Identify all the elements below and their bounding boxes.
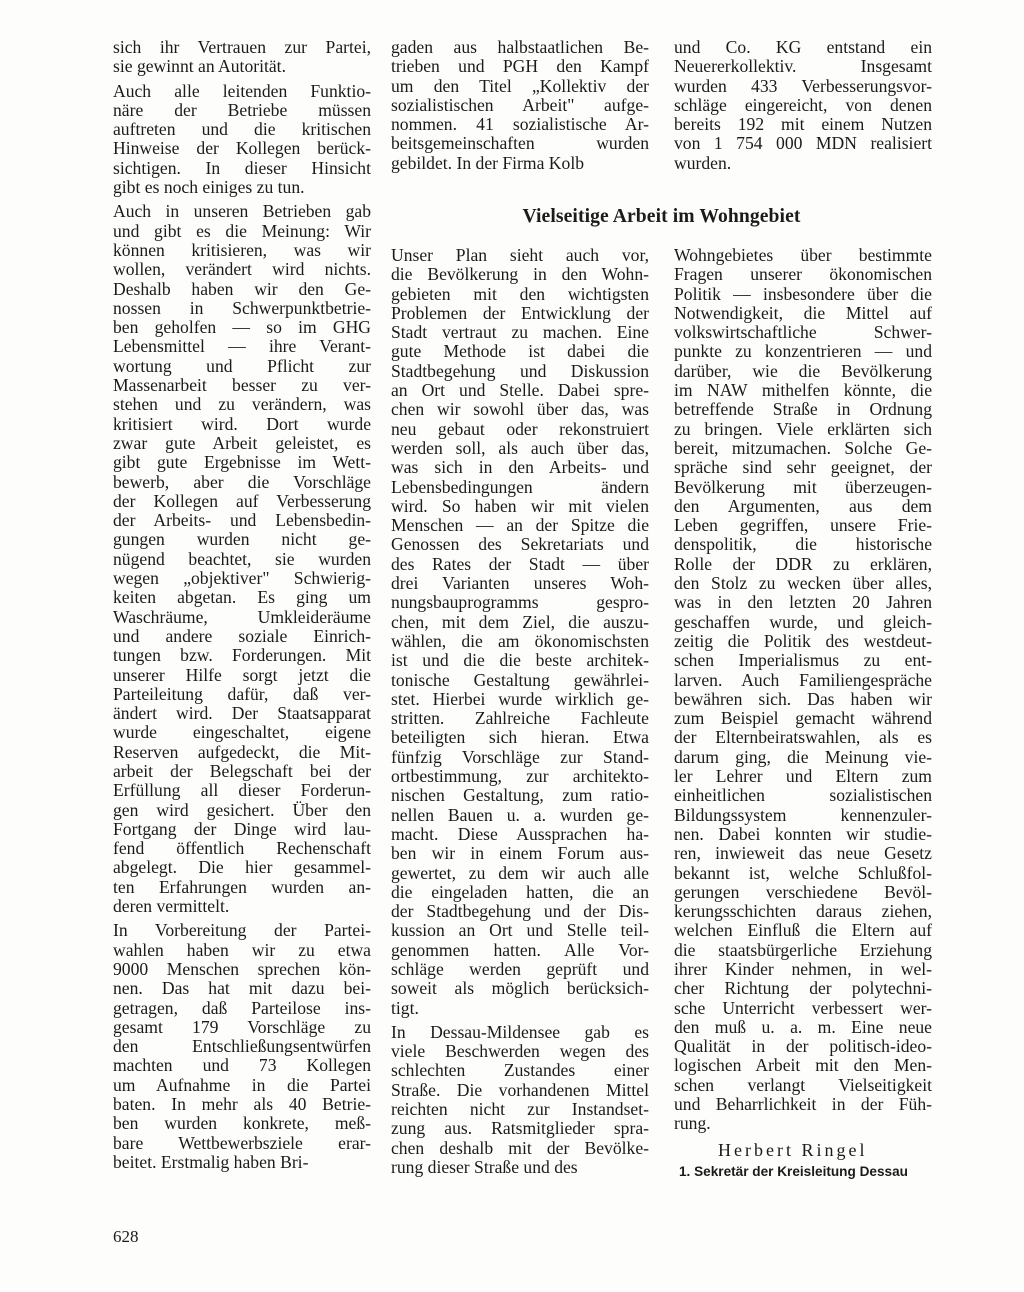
text-line: nellen Bauen u. a. wurden ge- xyxy=(391,804,649,825)
text-line: Leben gegriffen, unsere Frie- xyxy=(674,515,932,536)
text-line: unserer Hilfe sorgt jetzt die xyxy=(113,664,371,685)
text-line: arbeit der Belegschaft bei der xyxy=(113,760,371,781)
text-line: welchen Einfluß die Eltern auf xyxy=(674,920,932,941)
text-line: Massenarbeit besser zu ver- xyxy=(113,375,371,396)
column-3-top xyxy=(674,38,932,173)
text-line: Menschen — an der Spitze die xyxy=(391,515,649,536)
text-line: was in den letzten 20 Jahren xyxy=(674,592,932,613)
paragraph xyxy=(113,202,371,916)
text-line: gewertet, zu dem wir auch alle xyxy=(391,862,649,883)
text-line: ten Erfahrungen wurden an- xyxy=(113,876,371,897)
text-line: zeitig die Politik des westdeut- xyxy=(674,630,932,651)
text-line: betreffende Straße in Ordnung xyxy=(674,399,932,420)
text-line: tigt. xyxy=(391,997,419,1018)
paragraph xyxy=(674,246,932,1134)
text-line: ben wurden konkrete, meß- xyxy=(113,1113,371,1134)
text-line: den Entschließungsentwürfen xyxy=(113,1036,371,1057)
text-line: logischen Arbeit mit den Men- xyxy=(674,1055,932,1076)
text-line: auftreten und die kritischen xyxy=(113,119,371,140)
text-line: drei Varianten unseres Woh- xyxy=(391,573,649,594)
column-2-bottom xyxy=(391,246,649,1177)
text-line: bewähren sich. Das haben wir xyxy=(674,688,932,709)
text-line: näre der Betriebe müssen xyxy=(113,99,371,120)
paragraph xyxy=(113,38,371,77)
text-line: bekannt ist, welche Schlußfol- xyxy=(674,862,932,883)
text-line: chen deshalb mit der Bevölke- xyxy=(391,1137,649,1158)
text-line: chen, mit dem Ziel, die auszu- xyxy=(391,611,649,632)
text-line: Parteileitung dafür, daß ver- xyxy=(113,683,371,704)
text-line: gute Methode ist dabei die xyxy=(391,341,649,362)
text-line: und gibt es die Meinung: Wir xyxy=(113,220,371,241)
paragraph xyxy=(391,38,649,173)
text-line: Auch alle leitenden Funktio- xyxy=(113,80,371,101)
signature-name: Herbert Ringel xyxy=(718,1140,868,1160)
text-line: ortbestimmung, zur architekto- xyxy=(391,766,649,787)
text-line: keiten abgetan. Es ging um xyxy=(113,587,371,608)
text-line: sie gewinnt an Autorität. xyxy=(113,56,286,77)
text-line: die Bevölkerung in den Wohn- xyxy=(391,264,649,285)
text-line: wählen, die am ökonomischsten xyxy=(391,630,649,651)
text-line: wegen „objektiver" Schwierig- xyxy=(113,568,371,589)
text-line: stehen und zu verändern, was xyxy=(113,394,371,415)
column-2-top xyxy=(391,38,649,173)
text-line: genommen hatten. Alle Vor- xyxy=(391,939,649,960)
text-line: was sich in den Arbeits- und xyxy=(391,457,649,478)
text-line: 9000 Menschen sprechen kön- xyxy=(113,958,371,979)
text-line: soweit als möglich berücksich- xyxy=(391,978,649,999)
text-line: beteiligten sich hieran. Etwa xyxy=(391,727,649,748)
text-line: trieben und PGH den Kampf xyxy=(391,56,649,77)
text-line: rung. xyxy=(674,1113,711,1134)
text-line: punkte zu konzentrieren — und xyxy=(674,341,932,362)
text-line: um den Titel „Kollektiv der xyxy=(391,75,649,96)
text-line: Stadt vertraut zu machen. Eine xyxy=(391,322,649,343)
text-line: wortung und Pflicht zur xyxy=(113,355,371,376)
text-line: gesamt 179 Vorschläge zu xyxy=(113,1016,371,1037)
text-line: nen. Dabei konnten wir studie- xyxy=(674,823,932,844)
text-line: Deshalb haben wir den Ge- xyxy=(113,278,371,299)
text-line: ler Lehrer und Eltern zum xyxy=(674,766,932,787)
text-line: Genossen des Sekretariats und xyxy=(391,534,649,555)
text-line: Auch in unseren Betrieben gab xyxy=(113,201,371,222)
text-line: gungen wurden nicht ge- xyxy=(113,529,371,550)
text-line: gebildet. In der Firma Kolb xyxy=(391,152,584,173)
text-line: Bevölkerung mit überzeugen- xyxy=(674,476,932,497)
column-3-bottom xyxy=(674,246,932,1134)
text-line: wurden 433 Verbesserungsvor- xyxy=(674,75,932,96)
text-line: ben geholfen — so im GHG xyxy=(113,317,371,338)
text-line: von 1 754 000 MDN realisiert xyxy=(674,133,932,154)
text-line: zung aus. Ratsmitglieder spra- xyxy=(391,1118,649,1139)
text-line: Bildungssystem kennenzuler- xyxy=(674,804,932,825)
text-line: neu gebaut oder rekonstruiert xyxy=(391,418,649,439)
text-line: kussion an Ort und Stelle teil- xyxy=(391,920,649,941)
text-line: und Co. KG entstand ein xyxy=(674,37,932,57)
text-line: ist und die die beste architek- xyxy=(391,650,649,671)
text-line: und Beharrlichkeit in der Füh- xyxy=(674,1094,932,1115)
text-line: stet. Hierbei wurde wirklich ge- xyxy=(391,688,649,709)
text-line: bare Wettbewerbsziele erar- xyxy=(113,1132,371,1153)
text-line: Hinweise der Kollegen berück- xyxy=(113,138,371,159)
text-line: gebieten mit den wichtigsten xyxy=(391,283,649,304)
text-line: schläge eingereicht, von denen xyxy=(674,94,932,115)
text-line: Notwendigkeit, die Mittel auf xyxy=(674,302,932,323)
text-line: sozialistischen Arbeit" aufge- xyxy=(391,94,649,115)
text-line: gaden aus halbstaatlichen Be- xyxy=(391,37,649,57)
text-line: Lebensbedingungen ändern xyxy=(391,476,649,497)
text-line: bewerb, aber die Vorschläge xyxy=(113,471,371,492)
text-line: darüber, wie die Bevölkerung xyxy=(674,360,932,381)
text-line: larven. Auch Familiengespräche xyxy=(674,669,932,690)
text-line: gibt es noch einiges zu tun. xyxy=(113,177,305,198)
text-line: nen. Das hat mit dazu bei- xyxy=(113,978,371,999)
text-line: schen Imperialismus zu ent- xyxy=(674,650,932,671)
paragraph xyxy=(113,921,371,1172)
column-1 xyxy=(113,38,371,1172)
text-line: Fortgang der Dinge wird lau- xyxy=(113,818,371,839)
text-line: kerungsschichten daraus ziehen, xyxy=(674,901,932,922)
text-line: ben wir in einem Forum aus- xyxy=(391,843,649,864)
text-line: stritten. Zahlreiche Fachleute xyxy=(391,708,649,729)
text-line: viele Beschwerden wegen des xyxy=(391,1041,649,1062)
text-line: die staatsbürgerliche Erziehung xyxy=(674,939,932,960)
text-line: chen wir sowohl über das, was xyxy=(391,399,649,420)
text-line: sich ihr Vertrauen zur Partei, xyxy=(113,37,371,57)
text-line: an Ort und Stelle. Dabei spre- xyxy=(391,380,649,401)
text-line: ihrer Kinder nehmen, in wel- xyxy=(674,958,932,979)
section-heading: Vielseitige Arbeit im Wohngebiet xyxy=(522,206,801,227)
text-line: und andere soziale Einrich- xyxy=(113,625,371,646)
page-number: 628 xyxy=(113,1227,139,1246)
text-line: schläge werden geprüft und xyxy=(391,958,649,979)
text-line: bereits 192 mit einem Nutzen xyxy=(674,114,932,135)
text-line: gibt gute Ergebnisse im Wett- xyxy=(113,452,371,473)
text-line: In Dessau-Mildensee gab es xyxy=(391,1021,649,1042)
text-line: nischen Gestaltung, zum ratio- xyxy=(391,785,649,806)
text-line: im NAW mithelfen könnte, die xyxy=(674,380,932,401)
text-line: den Stolz zu wecken über alles, xyxy=(674,573,932,594)
text-line: des Rates der Stadt — über xyxy=(391,553,649,574)
text-line: den Argumenten, aus dem xyxy=(674,495,932,516)
text-line: wurde eingeschaltet, eigene xyxy=(113,722,371,743)
text-line: getragen, daß Parteilose ins- xyxy=(113,997,371,1018)
text-line: sichtigen. In dieser Hinsicht xyxy=(113,157,371,178)
text-line: wurden. xyxy=(674,152,732,173)
text-line: geschaffen wurde, und gleich- xyxy=(674,611,932,632)
text-line: rung dieser Straße und des xyxy=(391,1156,578,1177)
text-line: Wohngebietes über bestimmte xyxy=(674,245,932,265)
paragraph xyxy=(391,246,649,1018)
text-line: beitet. Erstmalig haben Bri- xyxy=(113,1151,309,1172)
text-line: baten. In mehr als 40 Betrie- xyxy=(113,1094,371,1115)
text-line: der Stadtbegehung und der Dis- xyxy=(391,901,649,922)
text-line: nossen in Schwerpunktbetrie- xyxy=(113,297,371,318)
text-line: zwar gute Arbeit geleistet, es xyxy=(113,432,371,453)
text-line: können kritisieren, was wir xyxy=(113,239,371,260)
text-line: Problemen der Entwicklung der xyxy=(391,302,649,323)
text-line: tonische Gestaltung gewährlei- xyxy=(391,669,649,690)
text-line: Qualität in der politisch-ideo- xyxy=(674,1036,932,1057)
text-line: einheitlichen sozialistischen xyxy=(674,785,932,806)
text-line: den muß u. a. m. Eine neue xyxy=(674,1016,932,1037)
text-line: nügend beachtet, sie wurden xyxy=(113,548,371,569)
text-line: gerungen verschiedene Bevöl- xyxy=(674,881,932,902)
text-line: zu bringen. Viele erklärten sich xyxy=(674,418,932,439)
text-line: ändert wird. Der Staatsapparat xyxy=(113,703,371,724)
text-line: kritisiert wird. Dort wurde xyxy=(113,413,371,434)
text-line: Straße. Die vorhandenen Mittel xyxy=(391,1079,649,1100)
signature-role: 1. Sekretär der Kreisleitung Dessau xyxy=(679,1164,908,1179)
text-line: Waschräume, Umkleideräume xyxy=(113,606,371,627)
text-line: reichten nicht zur Instandset- xyxy=(391,1099,649,1120)
text-line: Erfüllung all dieser Forderun- xyxy=(113,780,371,801)
text-line: der Elternbeiratswahlen, als es xyxy=(674,727,932,748)
text-line: gen wird gesichert. Über den xyxy=(113,799,371,820)
text-line: fend öffentlich Rechenschaft xyxy=(113,838,371,859)
text-line: sche Unterricht verbessert wer- xyxy=(674,997,932,1018)
text-line: der Arbeits- und Lebensbedin- xyxy=(113,510,371,531)
text-line: macht. Diese Aussprachen ha- xyxy=(391,823,649,844)
text-line: schlechten Zustandes einer xyxy=(391,1060,649,1081)
text-line: tungen bzw. Forderungen. Mit xyxy=(113,645,371,666)
text-line: der Kollegen auf Verbesserung xyxy=(113,490,371,511)
text-line: denspolitik, die historische xyxy=(674,534,932,555)
text-line: volkswirtschaftliche Schwer- xyxy=(674,322,932,343)
text-line: nungsbauprogramms gespro- xyxy=(391,592,649,613)
text-line: werden soll, als auch über das, xyxy=(391,437,649,458)
text-line: darum ging, die Meinung vie- xyxy=(674,746,932,767)
text-line: Fragen unserer ökonomischen xyxy=(674,264,932,285)
text-line: nommen. 41 sozialistische Ar- xyxy=(391,114,649,135)
text-line: wollen, verändert wird nichts. xyxy=(113,259,371,280)
text-line: bereit, mitzumachen. Solche Ge- xyxy=(674,437,932,458)
text-line: Reserven aufgedeckt, die Mit- xyxy=(113,741,371,762)
text-line: Stadtbegehung und Diskussion xyxy=(391,360,649,381)
paragraph xyxy=(113,82,371,198)
text-line: um Aufnahme in die Partei xyxy=(113,1074,371,1095)
text-line: fünfzig Vorschläge zur Stand- xyxy=(391,746,649,767)
text-line: wird. So haben wir mit vielen xyxy=(391,495,649,516)
text-line: beitsgemeinschaften wurden xyxy=(391,133,649,154)
text-line: schen verlangt Vielseitigkeit xyxy=(674,1074,932,1095)
text-line: Unser Plan sieht auch vor, xyxy=(391,245,649,265)
text-line: spräche sind sehr geeignet, der xyxy=(674,457,932,478)
text-line: Lebensmittel — ihre Verant- xyxy=(113,336,371,357)
text-line: die eingeladen hatten, die an xyxy=(391,881,649,902)
text-line: machten und 73 Kollegen xyxy=(113,1055,371,1076)
text-line: wahlen haben wir zu etwa xyxy=(113,939,371,960)
text-line: Politik — insbesondere über die xyxy=(674,283,932,304)
text-line: Neuererkollektiv. Insgesamt xyxy=(674,56,932,77)
text-line: zum Beispiel gemacht während xyxy=(674,708,932,729)
text-line: deren vermittelt. xyxy=(113,896,230,917)
text-line: Rolle der DDR zu erklären, xyxy=(674,553,932,574)
paragraph xyxy=(674,38,932,173)
text-line: ren, inwieweit das neue Gesetz xyxy=(674,843,932,864)
text-line: cher Richtung der polytechni- xyxy=(674,978,932,999)
text-line: In Vorbereitung der Partei- xyxy=(113,920,371,941)
text-line: abgelegt. Die hier gesammel- xyxy=(113,857,371,878)
paragraph xyxy=(391,1023,649,1177)
